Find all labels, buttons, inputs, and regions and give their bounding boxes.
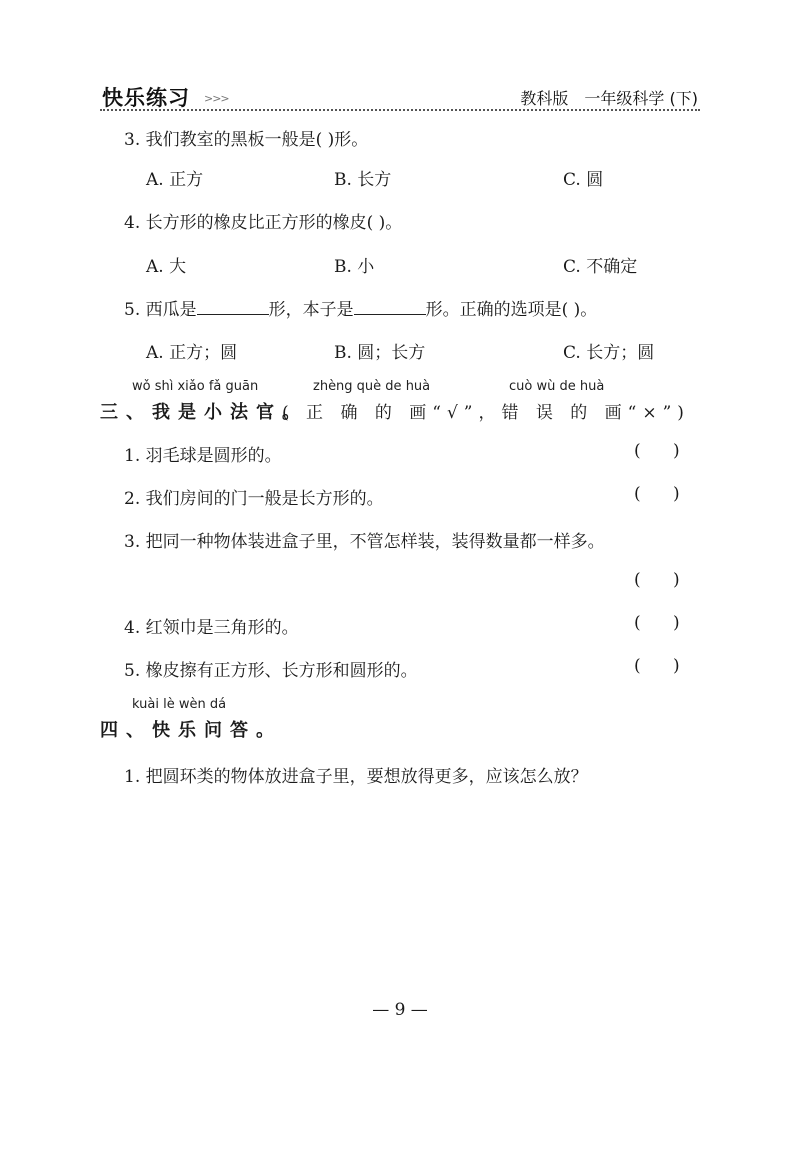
header-book-info [520,86,698,109]
question-5-option-a: A. 正方；圆 [146,343,238,363]
section-3-pinyin-correct: zhèng què de huà [313,379,431,394]
section-4-pinyin: kuài lè wèn dá [132,697,227,712]
judge-item-3: 3. 把同一种物体装进盒子里，不管怎样装，装得数量都一样多。 [124,532,605,552]
question-3-option-c: C. 圆 [563,170,604,190]
header-title: 快乐练习 [102,86,190,110]
judge-item-2: 2. 我们房间的门一般是长方形的。 [124,489,384,509]
answer-parentheses: ( ) [634,484,680,504]
judge-item-5: 5. 橡皮擦有正方形、长方形和圆形的。 [124,661,418,681]
question-5-stem [124,295,597,320]
section-4-title: 四、快乐问答。 [100,720,282,741]
section-3-pinyin-title: wǒ shì xiǎo fǎ guān [132,379,259,394]
question-5-stem-part2: 形，本子是 [268,300,354,320]
question-3-option-b: B. 长方 [334,170,392,190]
answer-blank [354,300,426,315]
question-4-option-a: A. 大 [146,257,187,277]
section-3-pinyin-wrong: cuò wù de huà [509,379,605,394]
question-5-option-c: C. 长方；圆 [563,343,655,363]
question-5-stem-part1: 5. 西瓜是 [124,300,197,320]
judge-item-1: 1. 羽毛球是圆形的。 [124,446,282,466]
edition-label: 教科版 [520,89,569,108]
answer-parentheses: ( ) [634,656,680,676]
answer-parentheses: ( ) [634,441,680,461]
question-4-stem: 4. 长方形的橡皮比正方形的橡皮( )。 [124,213,403,233]
header-dotted-rule [100,109,700,111]
question-3-option-a: A. 正方 [146,170,204,190]
question-4-option-c: C. 不确定 [563,257,638,277]
judge-item-4: 4. 红领巾是三角形的。 [124,618,299,638]
section-3-title: 三、我是小法官。 [100,402,308,423]
page-number: — 9 — [372,1000,428,1020]
question-4-option-b: B. 小 [334,257,375,277]
question-5-option-b: B. 圆；长方 [334,343,426,363]
answer-parentheses: ( ) [634,613,680,633]
section-3-instruction: ( 正 确 的 画“√”，错 误 的 画“×”) [282,403,690,423]
grade-subject-label: 一年级科学 (下) [584,89,698,108]
answer-blank [197,300,269,315]
question-5-stem-part3: 形。正确的选项是( )。 [425,300,598,320]
page-header [100,78,700,114]
answer-parentheses: ( ) [634,570,680,590]
question-3-stem: 3. 我们教室的黑板一般是( )形。 [124,130,369,150]
qa-item-1: 1. 把圆环类的物体放进盒子里，要想放得更多，应该怎么放？ [124,767,588,787]
chevrons-decoration: >>> [204,92,229,105]
